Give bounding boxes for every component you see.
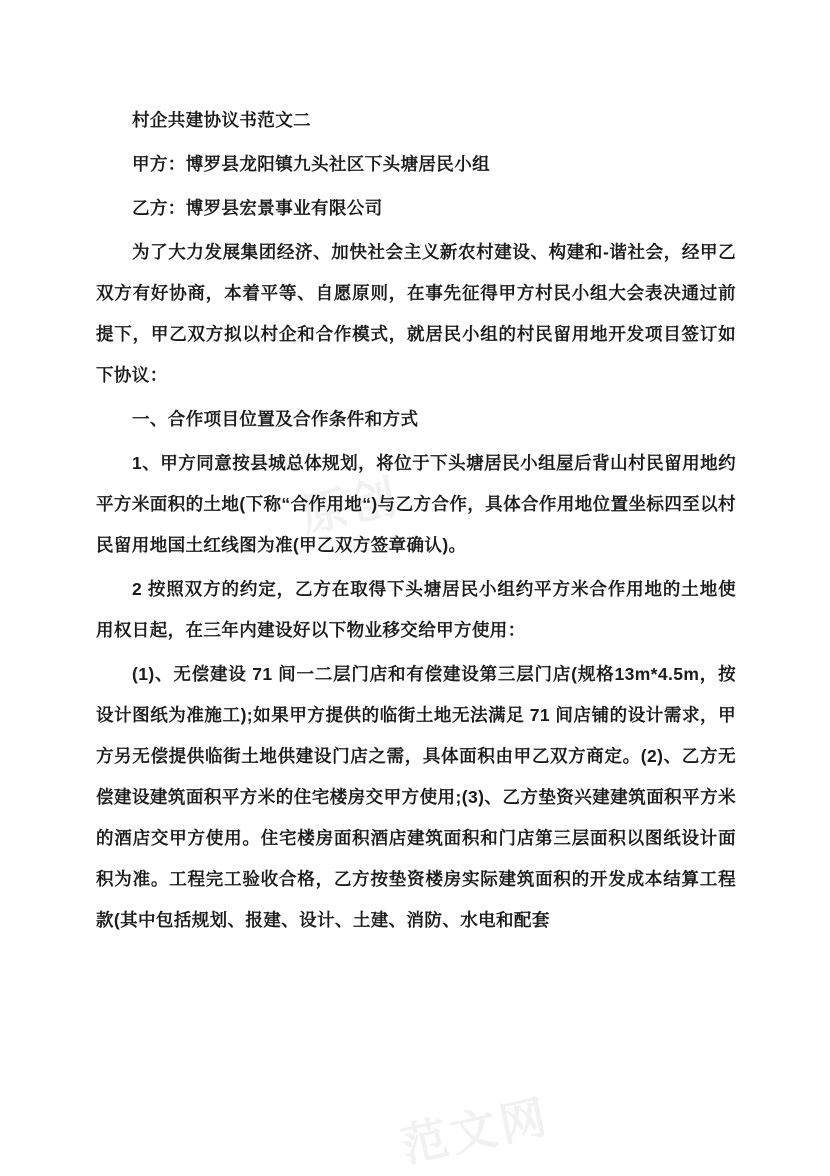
party-a-line: 甲方：博罗县龙阳镇九头社区下头塘居民小组 (132, 154, 490, 174)
document-heading: 村企共建协议书范文二 (132, 110, 311, 130)
watermark-center: 原创 (296, 470, 405, 542)
section-one-heading: 一、合作项目位置及合作条件和方式 (132, 409, 419, 429)
party-b-line: 乙方：博罗县宏景事业有限公司 (132, 198, 383, 218)
document-body (96, 100, 736, 944)
clause-2-paragraph: 2 按照双方的约定，乙方在取得下头塘居民小组约平方米合作用地的土地使用权日起，在三年内建设好以下物业移交给甲方使用： (96, 579, 736, 640)
clause-2-1-paragraph: (1)、无偿建设 71 间一二层门店和有偿建设第三层门店(规格13m*4.5m，按设计图纸为准施工);如果甲方提供的临街土地无法满足 71 间店铺的设计需求，甲方另无偿提供临街土地供建设门店之需，具体面积由甲乙双方商定。(2)、乙方无偿建设建筑面积平方米的住宅楼房交甲方使用;(3)、乙方垫资兴建建筑面积平方米的酒店交甲方使用。住宅楼房面积酒店建筑面积和门店第三层面积以图纸设计面积为准。工程完工验收合格，乙方按垫资楼房实际建筑面积的开发成本结算工程款(其中包括规划、报建、设计、土建、消防、水电和配套 (96, 664, 736, 930)
watermark-bottom: 范文网 (396, 1089, 555, 1172)
clause-1-paragraph: 1、甲方同意按县城总体规划，将位于下头塘居民小组屋后背山村民留用地约平方米面积的土地(下称“合作用地“)与乙方合作，具体合作用地位置坐标四至以村民留用地国土红线图为准(甲乙双方签章确认)。 (96, 453, 736, 555)
preamble-paragraph: 为了大力发展集团经济、加快社会主义新农村建设、构建和-谐社会，经甲乙双方有好协商，本着平等、自愿原则，在事先征得甲方村民小组大会表决通过前提下，甲乙双方拟以村企和合作模式，就居民小组的村民留用地开发项目签订如下协议： (96, 242, 736, 385)
